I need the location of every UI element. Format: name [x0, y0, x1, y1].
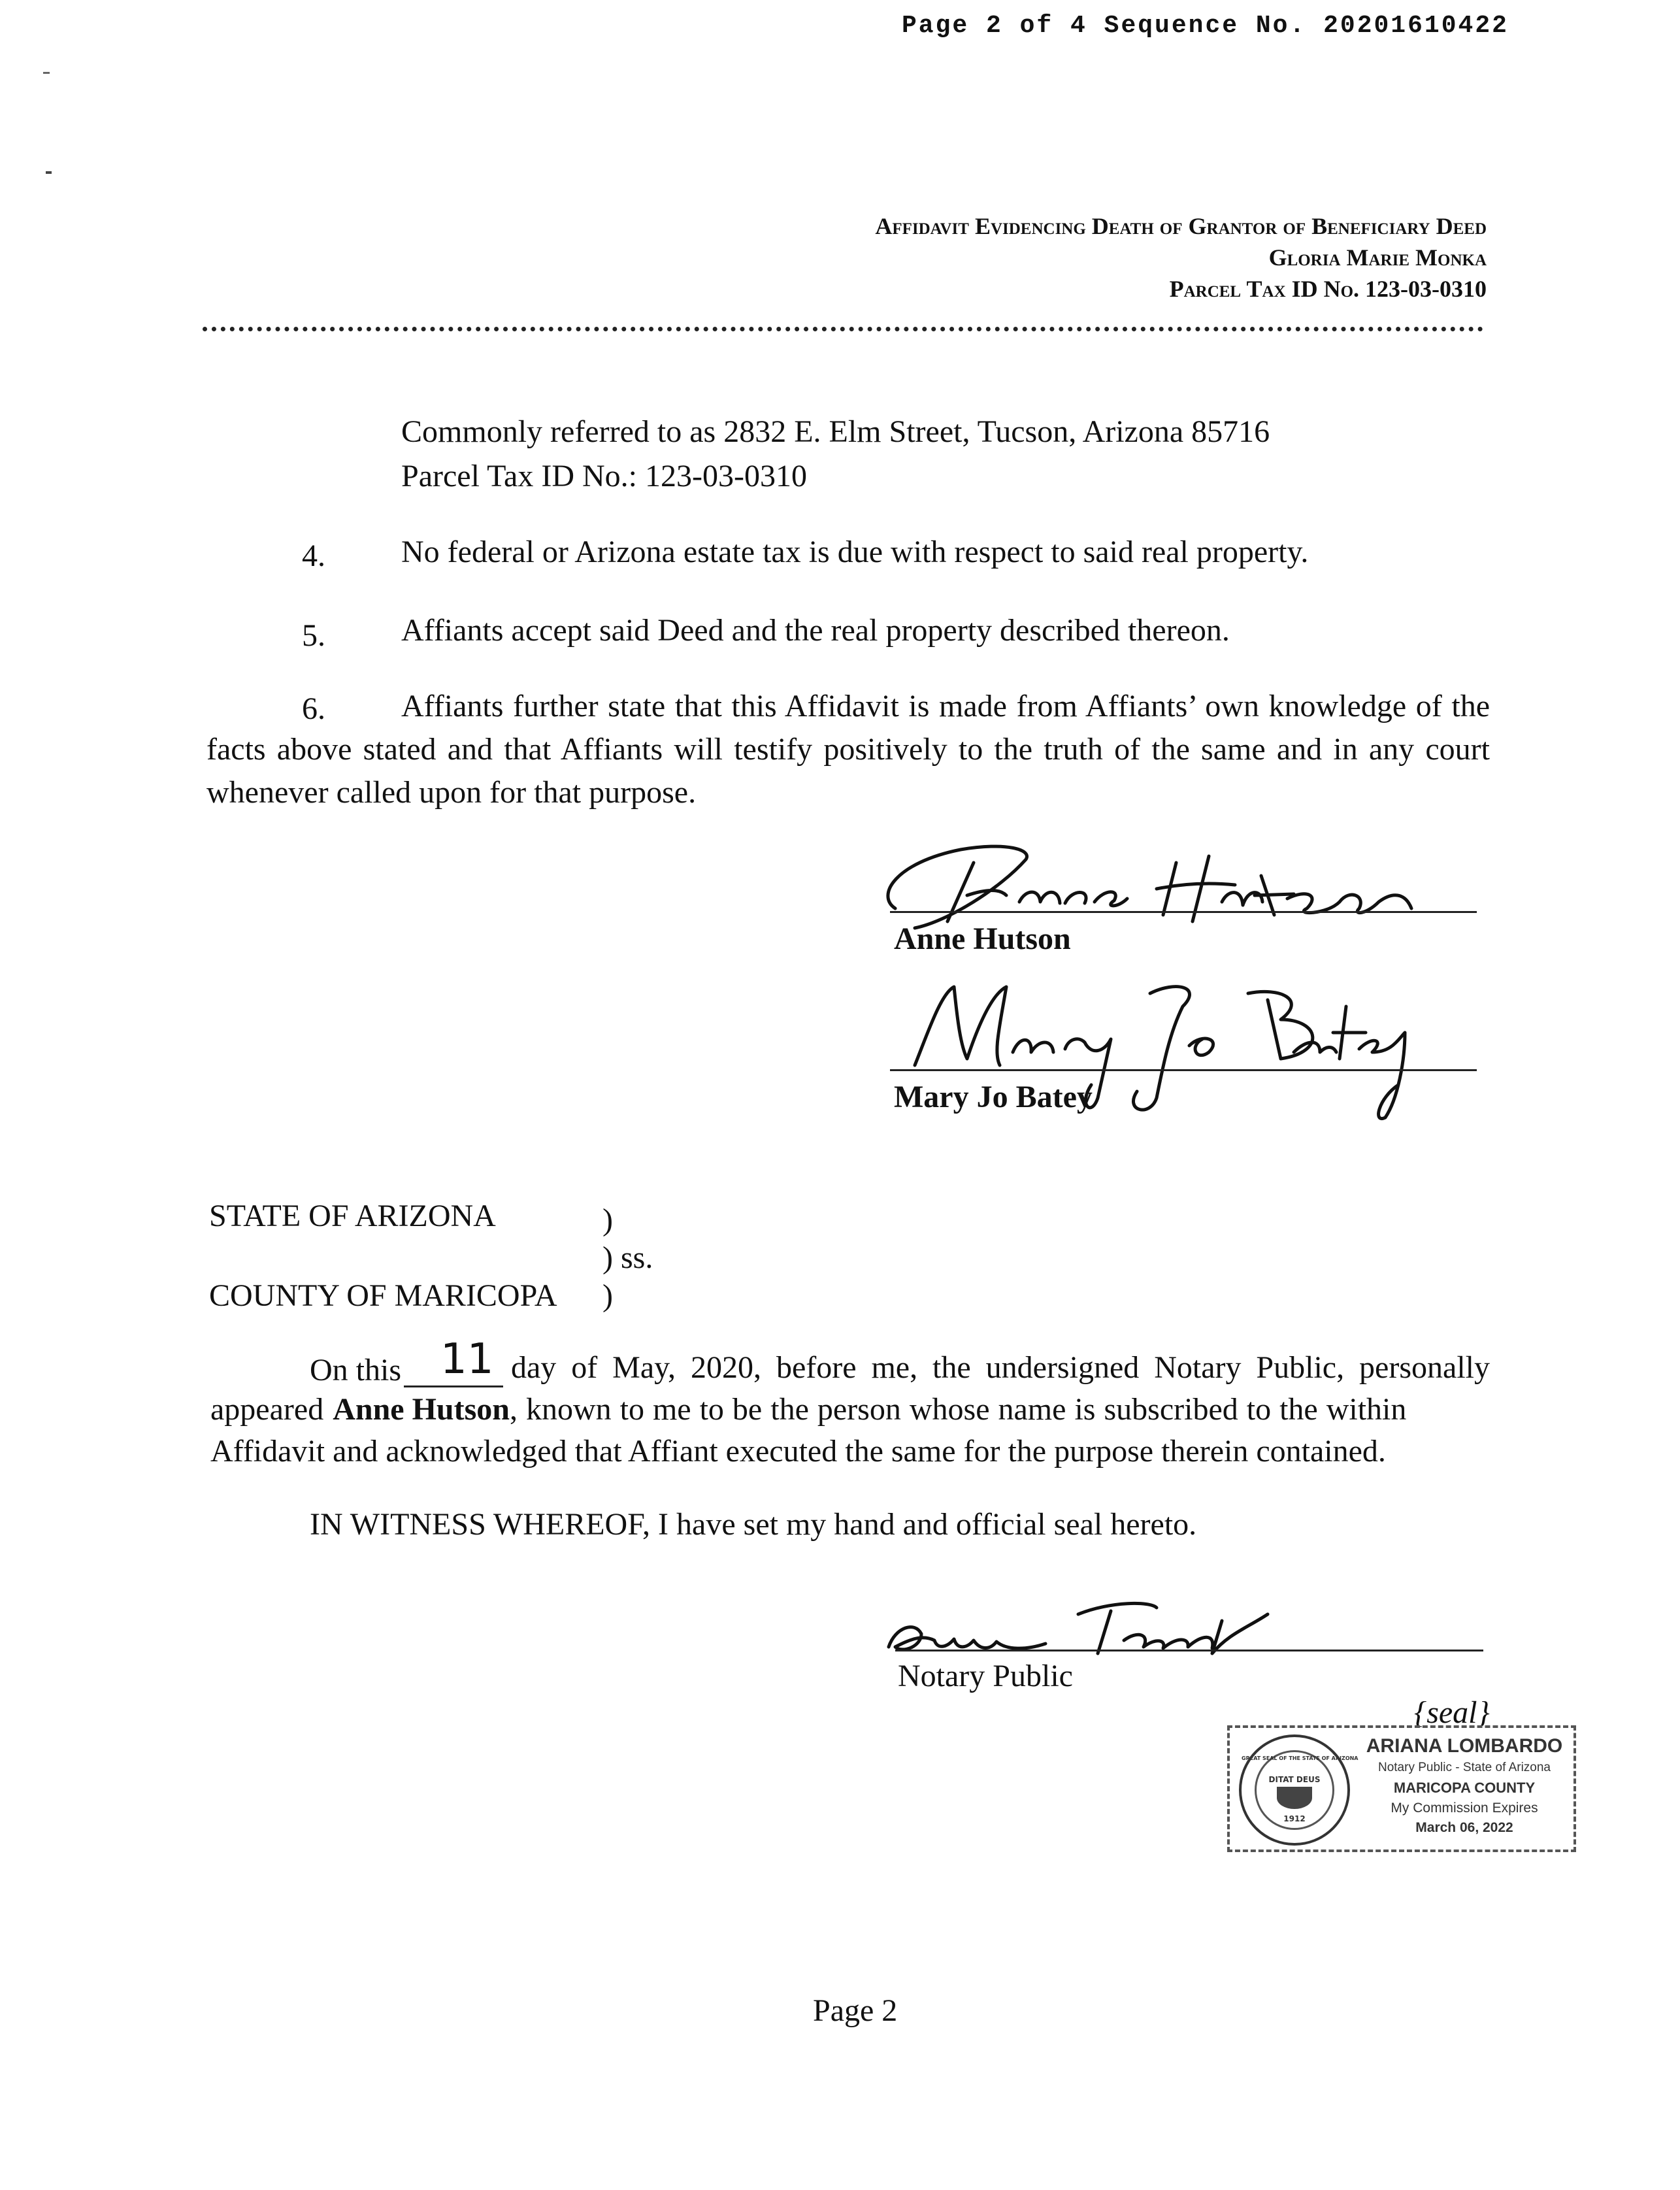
notary-para-line-3: Affidavit and acknowledged that Affiant executed the same for the purpose therein contained. [210, 1434, 1386, 1468]
sequence-header: Page 2 of 4 Sequence No. 20201610422 [902, 12, 1509, 40]
stamp-notary-title: Notary Public - State of Arizona [1377, 1761, 1551, 1774]
item-4-number: 4. [302, 539, 325, 573]
item-6-number: 6. [302, 691, 325, 726]
venue-ss: ) ss. [602, 1240, 653, 1275]
title-line-affidavit: Affidavit Evidencing Death of Grantor of Beneficiary Deed [875, 213, 1487, 239]
item-4-text: No federal or Arizona estate tax is due with respect to said real property. [401, 535, 1309, 569]
address-line-1: Commonly referred to as 2832 E. Elm Street, Tucson, Arizona 85716 [401, 414, 1270, 449]
signer-name-anne-hutson: Anne Hutson [894, 921, 1071, 956]
venue-county: COUNTY OF MARICOPA [209, 1278, 557, 1313]
notary-para-prefix: On this [310, 1353, 402, 1387]
venue-state: STATE OF ARIZONA [209, 1199, 496, 1233]
witness-statement: IN WITNESS WHEREOF, I have set my hand and official seal hereto. [310, 1507, 1197, 1542]
page-number: Page 2 [813, 1993, 898, 2028]
item-5-number: 5. [302, 618, 325, 653]
notary-day-blank [404, 1335, 503, 1387]
item-6-line-2: facts above stated and that Affiants will testify positively to the truth of the same and in any court [206, 732, 1490, 767]
address-line-2: Parcel Tax ID No.: 123-03-0310 [401, 459, 807, 493]
notary-para-name: Anne Hutson [333, 1392, 510, 1427]
state-seal-icon [1239, 1734, 1359, 1846]
item-6-line-1: Affiants further state that this Affidavit is made from Affiants’ own knowledge of the [401, 689, 1490, 723]
notary-para-appeared: appeared [210, 1392, 324, 1427]
signer-name-mary-jo-batey: Mary Jo Batey [894, 1080, 1093, 1114]
notary-stamp [1227, 1725, 1576, 1852]
notary-para-line-1: day of May, 2020, before me, the undersigned Notary Public, personally [511, 1350, 1490, 1385]
seal-label: {seal} [1414, 1695, 1490, 1730]
stamp-commission: My Commission Expires [1391, 1800, 1538, 1816]
state-seal-motto: DITAT DEUS [1268, 1775, 1321, 1784]
stamp-text-block [1358, 1734, 1571, 1838]
scan-speck [43, 72, 50, 74]
venue-paren-3: ) [602, 1278, 613, 1313]
stamp-notary-name: ARIANA LOMBARDO [1366, 1735, 1563, 1757]
notary-para-line-2-rest: , known to me to be the person whose name is subscribed to the within [509, 1392, 1407, 1427]
item-5-text: Affiants accept said Deed and the real property described thereon. [401, 613, 1230, 648]
title-line-parcel: Parcel Tax ID No. 123-03-0310 [1169, 276, 1487, 302]
state-seal-year: 1912 [1283, 1814, 1306, 1823]
title-block [875, 210, 1487, 305]
dotted-separator [203, 327, 1483, 331]
venue-paren-1: ) [602, 1203, 613, 1237]
signature-line-2 [890, 1069, 1477, 1071]
item-6-line-3: whenever called upon for that purpose. [206, 775, 697, 810]
notary-para-line-2 [210, 1388, 1490, 1431]
notary-day-handwritten: 11 [440, 1335, 494, 1384]
notary-day-underline [404, 1385, 503, 1387]
stamp-county: MARICOPA COUNTY [1393, 1780, 1536, 1796]
notary-signature-line [895, 1650, 1483, 1651]
state-seal-text: GREAT SEAL OF THE STATE OF ARIZONA [1242, 1755, 1359, 1761]
signature-line-1 [890, 911, 1477, 913]
title-line-grantor: Gloria Marie Monka [1268, 244, 1487, 271]
notary-public-label: Notary Public [898, 1659, 1073, 1693]
scan-speck [46, 171, 52, 174]
stamp-expiry-date: March 06, 2022 [1415, 1820, 1513, 1835]
state-seal-emblem [1277, 1787, 1312, 1809]
